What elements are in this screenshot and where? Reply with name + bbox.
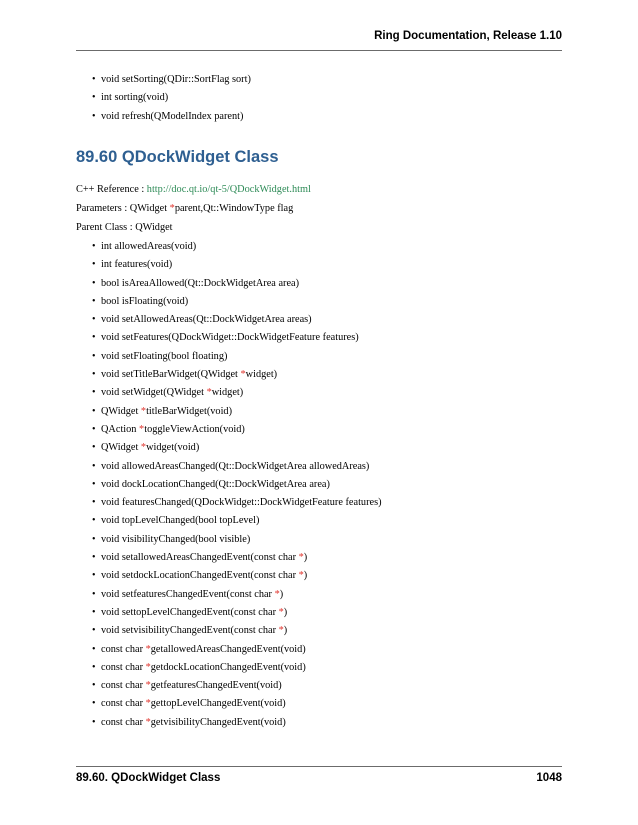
bullet-icon: • xyxy=(92,423,96,435)
list-item xyxy=(92,369,382,387)
pointer-star: * xyxy=(278,606,284,618)
list-item-text: const char xyxy=(101,680,146,692)
bullet-icon: • xyxy=(92,661,96,673)
list-item-text: void setfeaturesChangedEvent(const char xyxy=(101,588,275,600)
list-item-text: void setSorting(QDir::SortFlag sort) xyxy=(101,74,251,85)
list-item-text: toggleViewAction(void) xyxy=(144,423,245,435)
page-number: 1048 xyxy=(536,772,562,784)
list-item-text: void settopLevelChangedEvent(const char xyxy=(101,606,279,618)
list-item-text: void setWidget(QWidget xyxy=(101,387,207,399)
cpp-reference-label: C++ Reference : xyxy=(76,184,147,195)
bullet-icon: • xyxy=(92,259,96,271)
list-item xyxy=(92,332,382,350)
parameters-suffix: parent,Qt::WindowType flag xyxy=(174,203,294,214)
list-item xyxy=(92,241,382,259)
pointer-star: * xyxy=(274,588,280,600)
pointer-star: * xyxy=(145,698,151,710)
bullet-icon: • xyxy=(92,369,96,381)
pointer-star: * xyxy=(145,661,151,673)
list-item xyxy=(92,534,382,552)
list-item-text: widget) xyxy=(211,387,244,399)
list-item xyxy=(92,680,382,698)
list-item-text: void featuresChanged(QDockWidget::DockWidgetFeature features) xyxy=(101,497,382,509)
list-item-text: int sorting(void) xyxy=(101,92,169,104)
parameters-prefix: Parameters : QWidget xyxy=(76,203,170,214)
bullet-icon: • xyxy=(92,241,96,252)
list-item-text: getdockLocationChangedEvent(void) xyxy=(150,661,306,673)
list-item-text: void refresh(QModelIndex parent) xyxy=(101,110,244,122)
pointer-star: * xyxy=(140,442,147,454)
bullet-icon: • xyxy=(92,478,96,490)
list-item-text: void allowedAreasChanged(Qt::DockWidgetArea allowedAreas) xyxy=(101,460,370,472)
running-header-title: Ring Documentation, Release 1.10 xyxy=(374,30,562,42)
bullet-icon: • xyxy=(92,497,96,509)
list-item xyxy=(92,644,382,662)
list-item-text: gettopLevelChangedEvent(void) xyxy=(150,698,286,710)
list-item xyxy=(92,314,382,332)
bullet-icon: • xyxy=(92,442,96,454)
pointer-star: * xyxy=(206,387,212,399)
cpp-reference-link[interactable]: http://doc.qt.io/qt-5/QDockWidget.html xyxy=(146,184,311,195)
list-item-text: bool isAreaAllowed(Qt::DockWidgetArea area) xyxy=(101,277,300,289)
list-item xyxy=(92,442,382,460)
section-heading: 89.60 QDockWidget Class xyxy=(76,148,279,166)
list-item xyxy=(92,625,382,643)
bullet-icon: • xyxy=(92,698,96,710)
list-item-text: QWidget xyxy=(101,442,141,454)
list-item-text: int features(void) xyxy=(101,259,173,271)
list-item-text: int allowedAreas(void) xyxy=(101,241,197,252)
pointer-star: * xyxy=(240,369,246,381)
bullet-icon: • xyxy=(92,680,96,692)
pointer-star: * xyxy=(169,203,175,214)
list-item xyxy=(92,479,382,497)
list-item xyxy=(92,497,382,515)
bullet-icon: • xyxy=(92,295,96,307)
pointer-star: * xyxy=(145,643,151,655)
list-item-text: widget) xyxy=(245,369,278,381)
pointer-star: * xyxy=(278,625,284,637)
bullet-icon: • xyxy=(92,460,96,472)
bullet-icon: • xyxy=(92,643,96,655)
parent-class-line: Parent Class : QWidget xyxy=(76,222,173,233)
bullet-icon: • xyxy=(92,588,96,600)
bullet-icon: • xyxy=(92,92,96,104)
list-item-text: const char xyxy=(101,643,146,655)
list-item xyxy=(92,461,382,479)
list-item xyxy=(92,111,251,129)
list-item-text: const char xyxy=(101,661,146,673)
list-item-text: ) xyxy=(279,588,284,600)
bullet-icon: • xyxy=(92,716,96,728)
bullet-icon: • xyxy=(92,625,96,637)
list-item-text: void setAllowedAreas(Qt::DockWidgetArea areas) xyxy=(101,314,312,326)
bullet-icon: • xyxy=(92,515,96,527)
footer-section-title: 89.60. QDockWidget Class xyxy=(76,772,221,784)
bullet-icon: • xyxy=(92,387,96,399)
bullet-icon: • xyxy=(92,74,96,85)
pointer-star: * xyxy=(145,716,151,728)
top-method-list xyxy=(92,74,251,129)
pointer-star: * xyxy=(298,570,304,582)
list-item-text: QAction xyxy=(101,423,140,435)
parameters-line xyxy=(76,203,293,214)
list-item xyxy=(92,296,382,314)
list-item-text: void setFeatures(QDockWidget::DockWidgetFeature features) xyxy=(101,332,359,344)
list-item-text: getfeaturesChangedEvent(void) xyxy=(150,680,282,692)
bullet-icon: • xyxy=(92,277,96,289)
bullet-icon: • xyxy=(92,552,96,564)
list-item-text: ) xyxy=(283,606,288,618)
bullet-icon: • xyxy=(92,332,96,344)
list-item-text: void topLevelChanged(bool topLevel) xyxy=(101,515,260,527)
list-item-text: const char xyxy=(101,698,146,710)
list-item-text: void setallowedAreasChangedEvent(const char xyxy=(101,552,299,564)
list-item-text: getvisibilityChangedEvent(void) xyxy=(150,716,286,728)
bullet-icon: • xyxy=(92,110,96,122)
pointer-star: * xyxy=(140,405,147,417)
pointer-star: * xyxy=(145,680,151,692)
list-item-text: void setdockLocationChangedEvent(const char xyxy=(101,570,299,582)
list-item-text: titleBarWidget(void) xyxy=(146,405,233,417)
list-item-text: ) xyxy=(303,552,308,564)
method-list xyxy=(92,241,382,735)
list-item-text: void dockLocationChanged(Qt::DockWidgetArea area) xyxy=(101,478,330,490)
bullet-icon: • xyxy=(92,350,96,362)
list-item-text: void setvisibilityChangedEvent(const char xyxy=(101,625,279,637)
bullet-icon: • xyxy=(92,405,96,417)
list-item xyxy=(92,589,382,607)
list-item xyxy=(92,406,382,424)
list-item-text: QWidget xyxy=(101,405,141,417)
list-item xyxy=(92,259,382,277)
list-item-text: bool isFloating(void) xyxy=(101,295,189,307)
list-item xyxy=(92,662,382,680)
list-item-text: void setFloating(bool floating) xyxy=(101,350,228,362)
list-item-text: ) xyxy=(283,625,288,637)
list-item-text: const char xyxy=(101,716,146,728)
list-item xyxy=(92,92,251,110)
bullet-icon: • xyxy=(92,606,96,618)
header-divider xyxy=(76,50,562,51)
bullet-icon: • xyxy=(92,570,96,582)
pointer-star: * xyxy=(139,423,145,435)
list-item-text: void setTitleBarWidget(QWidget xyxy=(101,369,241,381)
list-item xyxy=(92,607,382,625)
bullet-icon: • xyxy=(92,533,96,545)
list-item xyxy=(92,278,382,296)
list-item xyxy=(92,698,382,716)
list-item-text: void visibilityChanged(bool visible) xyxy=(101,533,251,545)
list-item xyxy=(92,424,382,442)
list-item xyxy=(92,351,382,369)
footer-divider xyxy=(76,766,562,767)
list-item xyxy=(92,570,382,588)
list-item xyxy=(92,552,382,570)
list-item-text: ) xyxy=(303,570,308,582)
pointer-star: * xyxy=(298,552,304,564)
list-item xyxy=(92,74,251,92)
list-item-text: widget(void) xyxy=(146,442,200,454)
cpp-reference-line xyxy=(76,184,311,195)
list-item xyxy=(92,515,382,533)
bullet-icon: • xyxy=(92,314,96,326)
list-item xyxy=(92,717,382,735)
list-item xyxy=(92,387,382,405)
list-item-text: getallowedAreasChangedEvent(void) xyxy=(150,643,306,655)
